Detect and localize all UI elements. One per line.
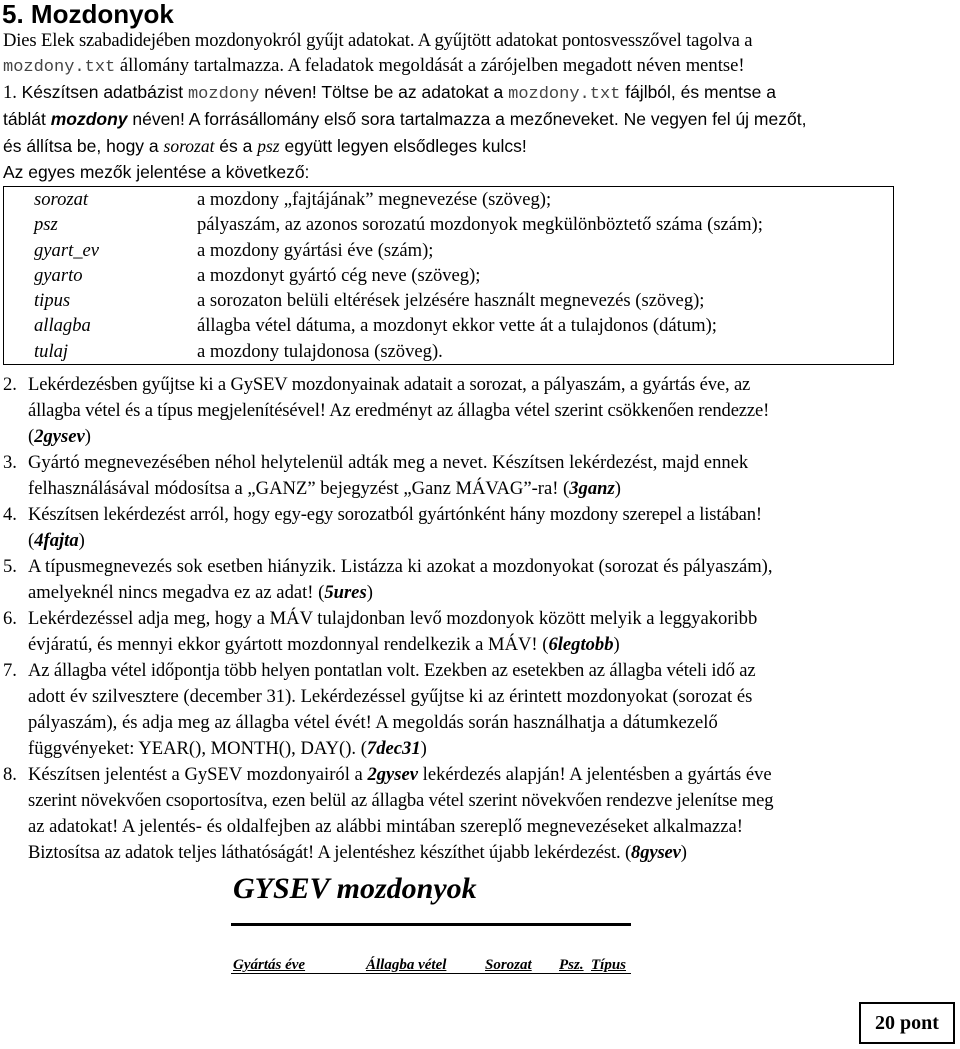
- field-row: gyart_ev a mozdony gyártási éve (szám);: [34, 239, 434, 261]
- task-5-line-1: A típusmegnevezés sok esetben hiányzik. Listázza ki azokat a mozdonyokat (sorozat és pályaszám),: [28, 556, 773, 577]
- task-7-line-2: adott év szilvesztere (december 31). Lekérdezéssel gyűjtse ki az érintett mozdonyokat (sorozat és: [28, 686, 753, 707]
- task-3-line-2: felhasználásával módosítsa a „GANZ” bejegyzést „Ganz MÁVAG”-ra! (3ganz): [28, 478, 621, 499]
- task-1-line-3: és állítsa be, hogy a sorozat és a psz együtt legyen elsődleges kulcs!: [3, 136, 527, 156]
- task-8-line-3: az adatokat! A jelentés- és oldalfejben az alábbi mintában szereplő megnevezéseket alkalmazza!: [28, 816, 743, 837]
- field-row: psz pályaszám, az azonos sorozatú mozdonyok megkülönböztető száma (szám);: [34, 214, 763, 236]
- task-7-line-1: Az állagba vétel időpontja több helyen pontatlan volt. Ezekben az esetekben az állagba vételi idő az: [28, 660, 756, 681]
- field-row: tipus a sorozaton belüli eltérések jelzésére használt megnevezés (szöveg);: [34, 290, 705, 312]
- task-8-line-1: Készítsen jelentést a GySEV mozdonyairól a 2gysev lekérdezés alapján! A jelentésben a gyártás éve: [28, 764, 772, 785]
- task-1-line-4: Az egyes mezők jelentése a következő:: [3, 162, 310, 182]
- task-6-line-2: évjáratú, és mennyi ekkor gyártott mozdonnyal rendelkezik a MÁV! (6legtobb): [28, 634, 620, 655]
- task-7-line-3: pályaszám), és adja meg az állagba vétel évét! A megoldás során használhatja a dátumkezelő: [28, 712, 718, 733]
- task-4-number: 4.: [3, 504, 17, 525]
- filename: mozdony.txt: [3, 58, 116, 77]
- query-name: 5ures: [324, 582, 367, 603]
- field-row: sorozat a mozdony „fajtájának” megnevezése (szöveg);: [34, 189, 552, 210]
- field-table: [3, 186, 894, 365]
- intro-line-2: mozdony.txt állomány tartalmazza. A feladatok megoldását a zárójelben megadott néven mentse!: [3, 55, 745, 77]
- task-1-line-1: 1. Készítsen adatbázist mozdony néven! Töltse be az adatokat a mozdony.txt fájlból, és mentse a: [3, 82, 776, 104]
- task-3-line-1: Gyártó megnevezésében néhol helytelenül adták meg a nevet. Készítsen lekérdezést, majd ennek: [28, 452, 749, 473]
- query-name: 4fajta: [34, 530, 79, 551]
- task-4-line-1: Készítsen lekérdezést arról, hogy egy-egy sorozatból gyártónként hány mozdony szerepel a listában!: [28, 504, 762, 525]
- field-row: tulaj a mozdony tulajdonosa (szöveg).: [34, 340, 443, 362]
- task-8-number: 8.: [3, 764, 17, 785]
- task-5-line-2: amelyeknél nincs megadva ez az adat! (5ures): [28, 582, 373, 603]
- task-7-line-4: függvényeket: YEAR(), MONTH(), DAY(). (7dec31): [28, 738, 427, 759]
- query-name: 2gysev: [367, 764, 419, 785]
- points-box: 20 pont: [859, 1002, 955, 1044]
- report-column-header: Psz.: [559, 957, 584, 973]
- task-2-line-3: (2gysev): [28, 426, 91, 447]
- task-6-line-1: Lekérdezéssel adja meg, hogy a MÁV tulajdonban levő mozdonyok között melyik a leggyakoribb: [28, 608, 758, 629]
- task-5-number: 5.: [3, 556, 17, 577]
- task-2-line-2: állagba vétel és a típus megjelenítésével! Az eredményt az állagba vétel szerint csökkenően rendezze!: [28, 400, 770, 421]
- report-column-header: Gyártás éve: [233, 957, 306, 973]
- task-7-number: 7.: [3, 660, 17, 681]
- report-title: GYSEV mozdonyok: [233, 872, 477, 905]
- query-name: 8gysev: [631, 842, 681, 863]
- task-1-line-2: táblát mozdony néven! A forrásállomány első sora tartalmazza a mezőneveket. Ne vegyen fel új mezőt,: [3, 109, 807, 129]
- task-8-line-4: Biztosítsa az adatok teljes láthatóságát! A jelentéshez készíthet újabb lekérdezést. (8gysev): [28, 842, 687, 863]
- query-name: 6legtobb: [548, 634, 614, 655]
- report-sample-image: [223, 872, 643, 980]
- task-4-line-2: (4fajta): [28, 530, 85, 551]
- section-title: 5. Mozdonyok: [2, 0, 174, 29]
- report-divider: [231, 973, 631, 974]
- task-2-line-1: Lekérdezésben gyűjtse ki a GySEV mozdonyainak adatait a sorozat, a pályaszám, a gyártás éve, az: [28, 374, 751, 395]
- query-name: 7dec31: [366, 738, 421, 759]
- intro-line-1: Dies Elek szabadidejében mozdonyokról gyűjt adatokat. A gyűjtött adatokat pontosvesszővel tagolva a: [3, 30, 753, 51]
- field-row: allagba állagba vétel dátuma, a mozdonyt ekkor vette át a tulajdonos (dátum);: [34, 315, 717, 337]
- task-8-line-2: szerint növekvően csoportosítva, ezen belül az állagba vétel szerint növekvően rendezve jelenítse meg: [28, 790, 774, 811]
- task-3-number: 3.: [3, 452, 17, 473]
- task-2-number: 2.: [3, 374, 17, 395]
- report-column-header: Típus: [591, 957, 627, 973]
- query-name: 3ganz: [569, 478, 615, 499]
- task-6-number: 6.: [3, 608, 17, 629]
- report-column-header: Állagba vétel: [366, 957, 447, 973]
- field-row: gyarto a mozdonyt gyártó cég neve (szöveg);: [34, 264, 481, 286]
- report-column-header: Sorozat: [485, 957, 532, 973]
- query-name: 2gysev: [34, 426, 85, 447]
- report-divider: [231, 923, 631, 926]
